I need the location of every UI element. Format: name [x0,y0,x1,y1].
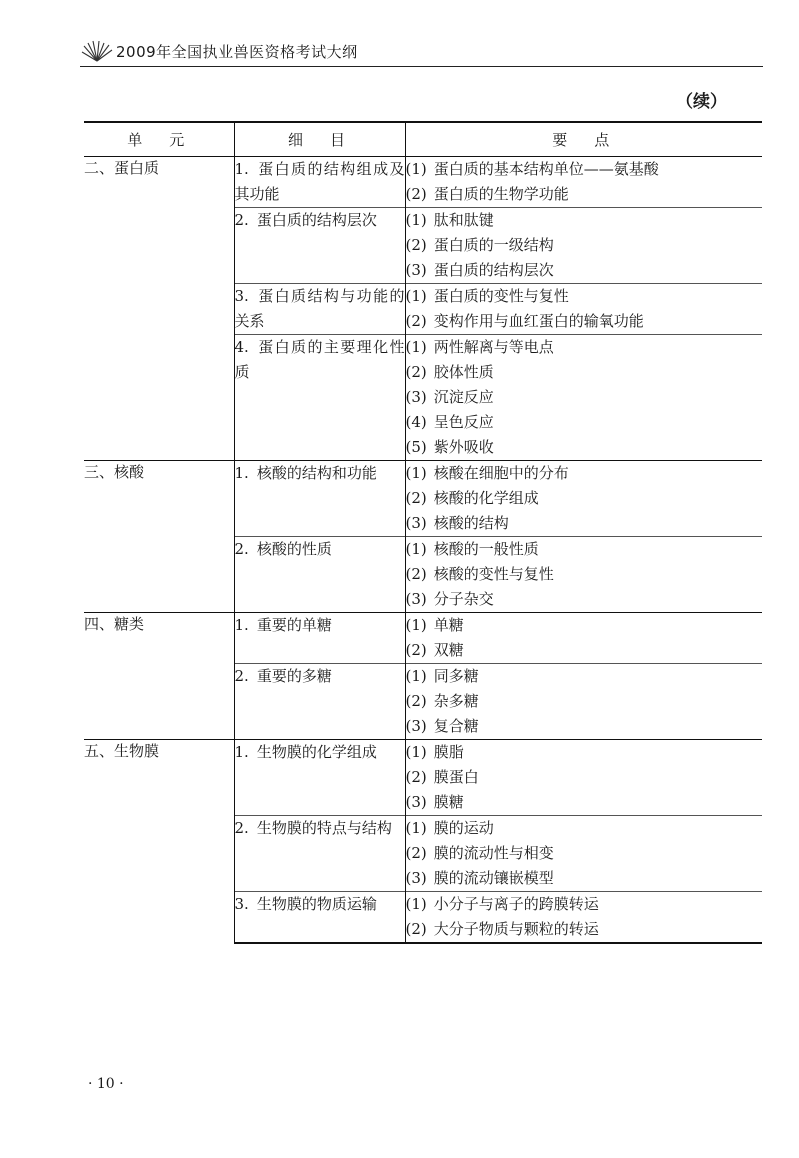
point-number: (2) [405,920,427,938]
point-text: 单糖 [433,616,464,634]
points-cell [405,461,762,537]
point-item [406,410,763,435]
point-text: 杂多糖 [433,692,479,710]
point-item [406,917,763,942]
point-number: (2) [405,768,427,786]
point-number: (1) [405,616,427,634]
point-text: 肽和肽键 [433,211,494,229]
point-number: (2) [405,565,427,583]
point-text: 大分子物质与颗粒的转运 [433,920,599,938]
points-cell [405,157,762,208]
header-divider [80,66,763,67]
point-item [406,233,763,258]
point-text: 核酸在细胞中的分布 [433,464,569,482]
point-number: (3) [405,514,427,532]
point-number: (1) [405,287,427,305]
detail-number: 1. [234,616,249,634]
point-text: 膜糖 [433,793,464,811]
point-number: (1) [405,895,427,913]
point-text: 蛋白质的结构层次 [433,261,554,279]
point-text: 两性解离与等电点 [433,338,554,356]
point-item [406,208,763,233]
column-header-detail: 细 目 [234,122,405,157]
point-item [406,486,763,511]
detail-cell [234,816,405,892]
detail-number: 3. [234,287,249,305]
detail-number: 4. [234,338,249,356]
points-cell [405,740,762,816]
table-row [84,461,762,537]
point-text: 蛋白质的生物学功能 [433,185,569,203]
point-item [406,841,763,866]
point-item [406,816,763,841]
points-cell [405,335,762,461]
point-item [406,689,763,714]
table-row [84,157,762,208]
detail-cell [234,284,405,335]
running-header [80,40,358,62]
detail-title: 核酸的结构和功能 [256,464,377,482]
point-text: 核酸的变性与复性 [433,565,554,583]
points-cell [405,664,762,740]
detail-number: 1. [234,464,249,482]
point-item [406,157,763,182]
point-text: 分子杂交 [433,590,494,608]
point-number: (2) [405,312,427,330]
point-item [406,866,763,891]
point-text: 小分子与离子的跨膜转运 [433,895,599,913]
detail-number: 3. [234,895,249,913]
wheat-logo-icon [80,40,114,62]
point-text: 呈色反应 [433,413,494,431]
detail-number: 1. [234,160,249,178]
detail-title: 核酸的性质 [256,540,332,558]
point-item [406,461,763,486]
point-item [406,335,763,360]
column-header-unit: 单 元 [84,122,234,157]
point-text: 膜脂 [433,743,464,761]
unit-cell: 二、蛋白质 [84,157,234,461]
point-text: 双糖 [433,641,464,659]
detail-title: 生物膜的特点与结构 [256,819,392,837]
point-number: (2) [405,236,427,254]
detail-number: 2. [234,667,249,685]
point-item [406,284,763,309]
point-item [406,740,763,765]
point-item [406,360,763,385]
syllabus-table [84,121,762,944]
point-item [406,790,763,815]
point-number: (5) [405,438,427,456]
point-text: 核酸的结构 [433,514,509,532]
point-text: 膜的运动 [433,819,494,837]
point-number: (3) [405,793,427,811]
detail-cell [234,740,405,816]
point-item [406,435,763,460]
table-row [84,740,762,816]
point-text: 蛋白质的变性与复性 [433,287,569,305]
points-cell [405,537,762,613]
detail-title: 重要的多糖 [256,667,332,685]
point-number: (2) [405,185,427,203]
detail-title: 生物膜的化学组成 [256,743,377,761]
points-cell [405,208,762,284]
column-header-points: 要 点 [405,122,762,157]
table-header-row [84,122,762,157]
point-text: 膜的流动镶嵌模型 [433,869,554,887]
detail-cell [234,664,405,740]
table-row [84,613,762,664]
point-number: (1) [405,464,427,482]
point-number: (2) [405,844,427,862]
detail-cell [234,461,405,537]
point-text: 蛋白质的基本结构单位——氨基酸 [433,160,659,178]
point-item [406,664,763,689]
point-text: 蛋白质的一级结构 [433,236,554,254]
point-item [406,714,763,739]
point-item [406,182,763,207]
detail-cell [234,157,405,208]
point-item [406,511,763,536]
detail-number: 2. [234,819,249,837]
detail-number: 2. [234,540,249,558]
point-text: 变构作用与血红蛋白的输氧功能 [433,312,644,330]
points-cell [405,816,762,892]
point-number: (1) [405,743,427,761]
point-text: 胶体性质 [433,363,494,381]
detail-title: 蛋白质结构与功能的关系 [234,287,405,330]
detail-title: 蛋白质的结构组成及其功能 [234,160,405,203]
point-text: 复合糖 [433,717,479,735]
detail-cell [234,892,405,944]
unit-cell: 五、生物膜 [84,740,234,944]
point-item [406,537,763,562]
point-number: (3) [405,261,427,279]
point-number: (1) [405,160,427,178]
detail-cell [234,537,405,613]
point-item [406,892,763,917]
points-cell [405,892,762,944]
point-number: (1) [405,667,427,685]
detail-cell [234,335,405,461]
points-cell [405,613,762,664]
continued-label: （续） [676,92,727,112]
point-item [406,385,763,410]
point-number: (2) [405,692,427,710]
point-text: 同多糖 [433,667,479,685]
point-item [406,309,763,334]
point-text: 膜蛋白 [433,768,479,786]
point-number: (1) [405,338,427,356]
point-number: (3) [405,590,427,608]
point-number: (1) [405,540,427,558]
table-body [84,157,762,944]
detail-title: 生物膜的物质运输 [256,895,377,913]
point-text: 紫外吸收 [433,438,494,456]
point-text: 核酸的化学组成 [433,489,539,507]
points-cell [405,284,762,335]
point-text: 沉淀反应 [433,388,494,406]
point-item [406,258,763,283]
point-item [406,562,763,587]
point-item [406,613,763,638]
point-number: (1) [405,211,427,229]
unit-cell: 三、核酸 [84,461,234,613]
detail-cell [234,208,405,284]
detail-title: 重要的单糖 [256,616,332,634]
detail-number: 1. [234,743,249,761]
point-text: 核酸的一般性质 [433,540,539,558]
detail-cell [234,613,405,664]
point-number: (2) [405,363,427,381]
point-number: (2) [405,641,427,659]
point-item [406,638,763,663]
point-number: (3) [405,717,427,735]
detail-number: 2. [234,211,249,229]
point-number: (4) [405,413,427,431]
point-number: (3) [405,388,427,406]
point-item [406,765,763,790]
detail-title: 蛋白质的主要理化性质 [234,338,405,381]
point-number: (3) [405,869,427,887]
header-title: 2009年全国执业兽医资格考试大纲 [116,42,358,61]
page-number: · 10 · [88,1076,124,1092]
detail-title: 蛋白质的结构层次 [256,211,377,229]
point-number: (1) [405,819,427,837]
point-item [406,587,763,612]
point-number: (2) [405,489,427,507]
unit-cell: 四、糖类 [84,613,234,740]
point-text: 膜的流动性与相变 [433,844,554,862]
